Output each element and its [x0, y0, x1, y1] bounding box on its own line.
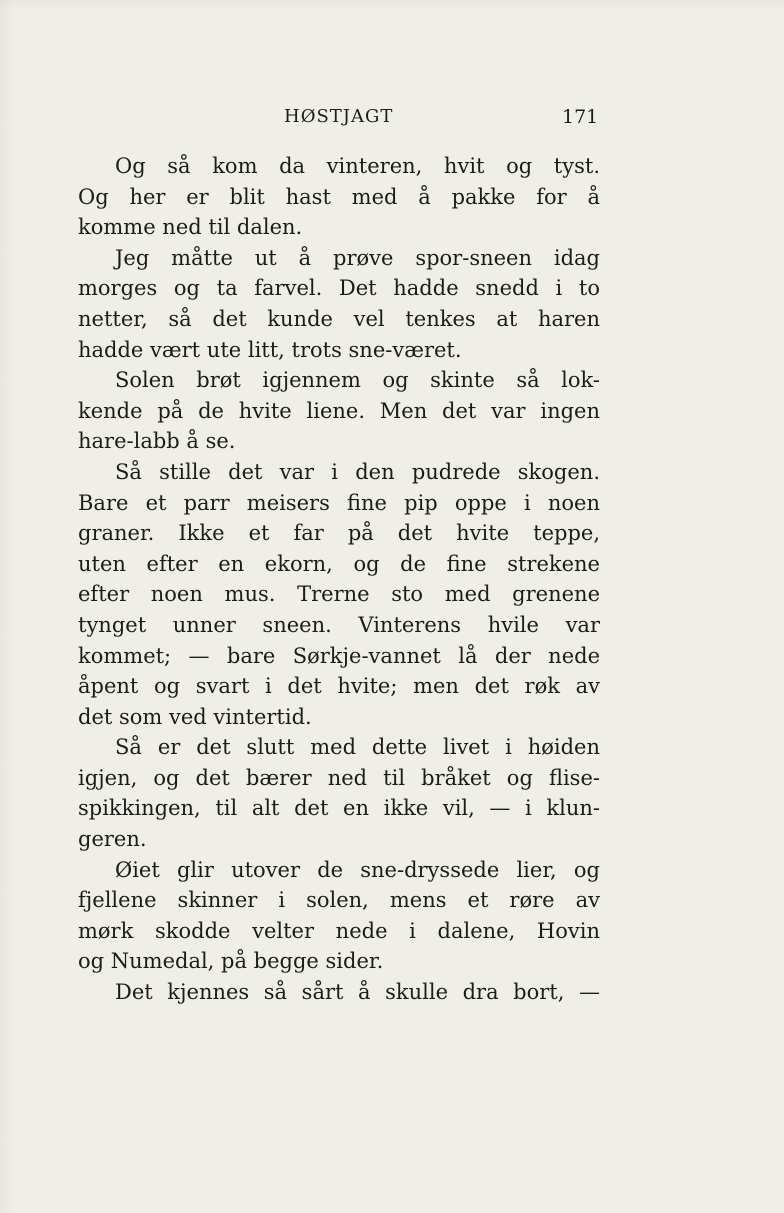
text-line: netter, så det kunde vel tenkes at haren: [78, 306, 600, 331]
text-line: det som ved vintertid.: [78, 704, 312, 729]
text-line: Så stille det var i den pudrede skogen.: [115, 459, 600, 484]
text-line: Øiet glir utover de sne-dryssede lier, og: [115, 857, 600, 882]
text-line: komme ned til dalen.: [78, 215, 303, 240]
text-line: tynget unner sneen. Vinterens hvile var: [78, 612, 600, 637]
text-line: graner. Ikke et far på det hvite teppe,: [78, 521, 600, 546]
text-line: Så er det slutt med dette livet i høiden: [115, 735, 600, 760]
text-line: uten efter en ekorn, og de fine strekene: [78, 551, 600, 576]
body-text: [78, 151, 600, 1008]
text-line: Og her er blit hast med å pakke for å: [78, 184, 600, 209]
running-head: [0, 104, 784, 134]
text-line: hare-labb å se.: [78, 429, 236, 454]
text-line: og Numedal, på begge sider.: [78, 949, 384, 974]
page-number: 171: [562, 106, 599, 128]
text-line: igjen, og det bærer ned til bråket og flise-: [78, 765, 600, 790]
text-line: mørk skodde velter nede i dalene, Hovin: [78, 918, 600, 943]
text-line: Det kjennes så sårt å skulle dra bort, —: [115, 980, 600, 1005]
text-line: kommet; — bare Sørkje-vannet lå der nede: [78, 643, 600, 668]
text-line: morges og ta farvel. Det hadde snedd i to: [78, 276, 600, 301]
text-line: åpent og svart i det hvite; men det røk av: [78, 674, 600, 699]
text-line: efter noen mus. Trerne sto med grenene: [78, 582, 600, 607]
text-line: kende på de hvite liene. Men det var ingen: [78, 398, 600, 423]
text-line: fjellene skinner i solen, mens et røre av: [78, 888, 600, 913]
text-line: Bare et parr meisers fine pip oppe i noen: [78, 490, 600, 515]
text-line: Solen brøt igjennem og skinte så lok-: [115, 368, 600, 393]
text-line: geren.: [78, 827, 147, 852]
text-line: Jeg måtte ut å prøve spor-sneen idag: [115, 245, 600, 270]
running-title: HØSTJAGT: [284, 106, 394, 127]
text-line: hadde vært ute litt, trots sne-været.: [78, 337, 462, 362]
text-line: Og så kom da vinteren, hvit og tyst.: [115, 154, 600, 178]
text-line: spikkingen, til alt det en ikke vil, — i klun-: [78, 796, 600, 821]
